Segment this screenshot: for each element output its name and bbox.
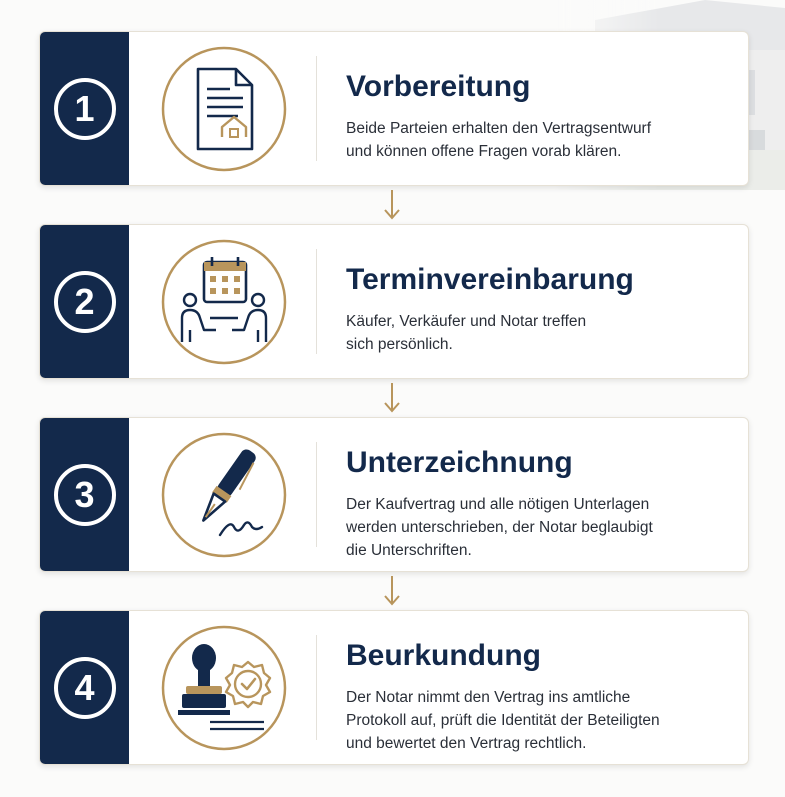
- divider: [316, 56, 317, 161]
- step-description: [346, 310, 728, 356]
- step-text: [346, 263, 728, 356]
- step-number: 4: [54, 657, 116, 719]
- step-number: 3: [54, 464, 116, 526]
- description-line: und bewertet den Vertrag rechtlich.: [346, 735, 587, 752]
- step-number-panel: [40, 611, 129, 764]
- description-line: und können offene Fragen vorab klären.: [346, 143, 622, 160]
- document-house-icon: [160, 45, 288, 173]
- stamp-seal-icon: [160, 624, 288, 752]
- step-number-panel: [40, 418, 129, 571]
- step-title: Vorbereitung: [346, 70, 531, 103]
- arrow-down-icon: [382, 381, 402, 415]
- calendar-meeting-icon: [160, 238, 288, 366]
- description-line: die Unterschriften.: [346, 542, 472, 559]
- description-line: Der Kaufvertrag und alle nötigen Unterlagen: [346, 496, 650, 513]
- description-line: sich persönlich.: [346, 336, 453, 353]
- step-description: [346, 117, 728, 163]
- step-card-4: [39, 610, 749, 765]
- divider: [316, 442, 317, 547]
- step-text: [346, 446, 728, 562]
- step-text: [346, 70, 728, 163]
- description-line: Beide Parteien erhalten den Vertragsentwurf: [346, 120, 652, 137]
- step-description: [346, 493, 728, 562]
- step-text: [346, 639, 728, 755]
- step-description: [346, 686, 728, 755]
- description-line: Käufer, Verkäufer und Notar treffen: [346, 313, 587, 330]
- step-title: Terminvereinbarung: [346, 263, 634, 296]
- arrow-down-icon: [382, 188, 402, 222]
- divider: [316, 249, 317, 354]
- description-line: werden unterschrieben, der Notar beglaubigt: [346, 519, 653, 536]
- description-line: Der Notar nimmt den Vertrag ins amtliche: [346, 689, 631, 706]
- step-card-2: [39, 224, 749, 379]
- step-title: Beurkundung: [346, 639, 541, 672]
- step-card-3: [39, 417, 749, 572]
- step-number-panel: [40, 32, 129, 185]
- step-card-1: [39, 31, 749, 186]
- step-number: 2: [54, 271, 116, 333]
- step-number: 1: [54, 78, 116, 140]
- step-number-panel: [40, 225, 129, 378]
- divider: [316, 635, 317, 740]
- description-line: Protokoll auf, prüft die Identität der Beteiligten: [346, 712, 660, 729]
- step-title: Unterzeichnung: [346, 446, 573, 479]
- arrow-down-icon: [382, 574, 402, 608]
- fountain-pen-icon: [160, 431, 288, 559]
